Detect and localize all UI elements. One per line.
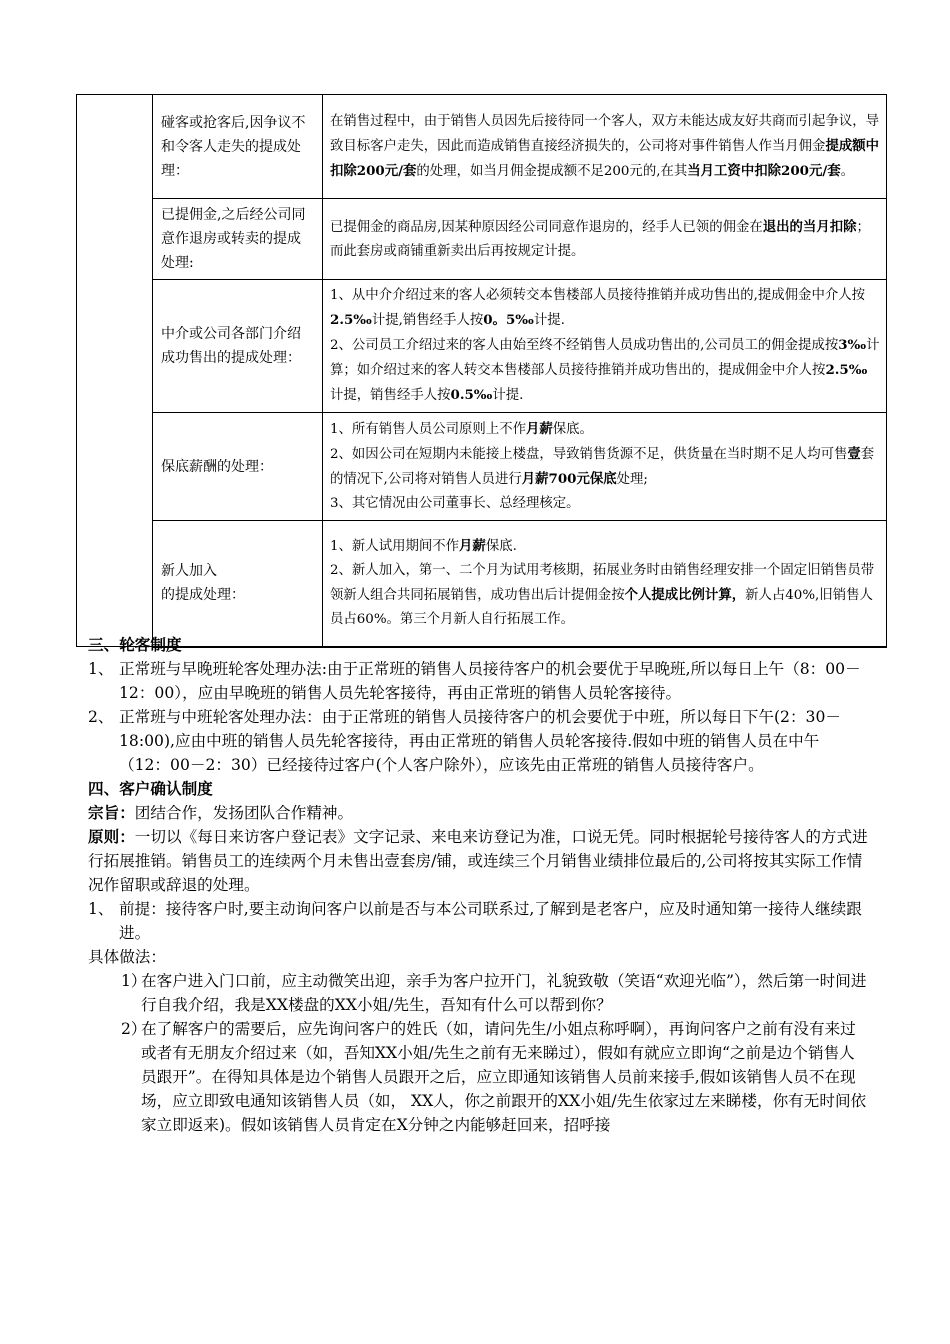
emphasis-text: 2.5‰ (330, 312, 372, 328)
rule-label-cell: 新人加入 的提成处理： (153, 521, 323, 647)
rule-label-cell: 碰客或抢客后,因争议不和令客人走失的提成处理： (153, 95, 323, 199)
principle-text: 一切以《每日来访客户登记表》文字记录、来电来访登记为准，口说无凭。同时根据轮号接待客人的方式进行拓展推销。销售员工的连续两个月未售出壹套房/铺，或连续三个月销售业绩排位最后的,公司将按其实际工作情况作留职或辞退的处理。 (88, 828, 868, 894)
rule-content-cell: 1、从中介介绍过来的客人必须转交本售楼部人员接待推销并成功售出的,提成佣金中介人按2.5‰计提,销售经手人按0。5‰计提. 2、公司员工介绍过来的客人由始至终不经销售人员成功售出的,公司员工的佣金提成按3‰计算；如介绍过来的客人转交本售楼部人员接待推销并成功售出的，提成佣金中介人按2.5‰计提，销售经手人按0.5‰计提. (323, 280, 887, 413)
section3-item-2 (88, 705, 870, 777)
principle-paragraph (88, 825, 870, 897)
step-text: 在了解客户的需要后，应先询问客户的姓氏（如，请问先生/小姐点称呼啊），再询问客户之前有没有来过或者有无朋友介绍过来（如，吾知XX小姐/先生之前有无来睇过），假如有就应立即询“之前是边个销售人员跟开”。在得知具体是边个销售人员跟开之后，应立即通知该销售人员前来接手,假如该销售人员不在现场，应立即致电通知该销售人员（如， XX人，你之前跟开的XX小姐/先生依家过左来睇楼，你有无时间依家立即返来)。假如该销售人员肯定在X分钟之内能够赶回来，招呼接 (141, 1020, 867, 1134)
emphasis-text: 当月工资中扣除200元/套 (687, 162, 841, 179)
step-number: 2） (121, 1020, 147, 1038)
emphasis-text: 3‰ (838, 337, 867, 353)
rule-content-cell: 1、新人试用期间不作月薪保底. 2、新人加入，第一、二个月为试用考核期，拓展业务时由销售经理安排一个固定旧销售员带领新人组合共同拓展销售，成功售出后计提佣金按个人提成比例计算，新人占40%,旧销售人员占60%。第三个月新人自行拓展工作。 (323, 521, 887, 647)
section4-item-1 (88, 897, 870, 945)
item-number: 1、 (88, 660, 114, 678)
emphasis-text: 月薪 (459, 538, 486, 555)
emphasis-text: 2.5‰ (825, 362, 868, 378)
rule-label-cell: 中介或公司各部门介绍成功售出的提成处理： (153, 280, 323, 413)
method-step-2 (88, 1017, 870, 1137)
item-number: 1、 (88, 900, 114, 918)
section3-item-1 (88, 657, 870, 705)
emphasis-text: 月薪700元保底 (521, 471, 617, 487)
section3-heading: 三、轮客制度 (88, 635, 182, 654)
document-body (88, 633, 870, 1137)
category-cell (77, 95, 153, 647)
rule-label-cell: 已提佣金,之后经公司同意作退房或转卖的提成处理: (153, 199, 323, 280)
table-row (77, 413, 887, 521)
principle-label: 原则： (88, 827, 135, 846)
emphasis-text: 个人提成比例计算， (624, 587, 746, 604)
emphasis-text: 月薪 (526, 421, 553, 437)
table-row (77, 280, 887, 413)
table-row (77, 521, 887, 647)
item-number: 2、 (88, 708, 114, 726)
method-step-1 (88, 969, 870, 1017)
method-label: 具体做法： (88, 948, 166, 966)
purpose-text: 团结合作，发扬团队合作精神。 (134, 804, 354, 822)
item-text: 正常班与早晚班轮客处理办法:由于正常班的销售人员接待客户的机会要优于早晚班,所以每日上午（8：00－12：00），应由早晚班的销售人员先轮客接待，再由正常班的销售人员轮客接待。 (119, 660, 861, 702)
emphasis-text: 退出的当月扣除 (762, 218, 857, 235)
step-text: 在客户进入门口前，应主动微笑出迎，亲手为客户拉开门，礼貌致敬（笑语“欢迎光临”），然后第一时间进行自我介绍，我是XX楼盘的XX小姐/先生，吾知有什么可以帮到你？ (141, 972, 867, 1014)
emphasis-text: 壹 (847, 446, 861, 462)
rule-content-cell: 已提佣金的商品房,因某种原因经公司同意作退房的，经手人已领的佣金在退出的当月扣除；而此套房或商铺重新卖出后再按规定计提。 (323, 199, 887, 280)
table-row (77, 95, 887, 199)
rule-content-cell: 在销售过程中，由于销售人员因先后接待同一个客人，双方未能达成友好共商而引起争议，导致目标客户走失，因此而造成销售直接经济损失的，公司将对事件销售人作当月佣金提成额中扣除200元/套的处理，如当月佣金提成额不足200元的,在其当月工资中扣除200元/套。 (323, 95, 887, 199)
rule-label-cell: 保底薪酬的处理： (153, 413, 323, 521)
purpose-line (88, 801, 870, 825)
emphasis-text: 0。5‰ (483, 312, 534, 328)
rule-content-cell: 1、所有销售人员公司原则上不作月薪保底。 2、如因公司在短期内未能接上楼盘，导致销售货源不足，供货量在当时期不足人均可售壹套的情况下,公司将对销售人员进行月薪700元保底处理; 3、其它情况由公司董事长、总经理核定。 (323, 413, 887, 521)
step-number: 1） (121, 972, 147, 990)
emphasis-text: 提成额中扣除200元/套 (330, 137, 880, 179)
table-row (77, 199, 887, 280)
item-text: 正常班与中班轮客处理办法：由于正常班的销售人员接待客户的机会要优于中班，所以每日下午(2：30－18:00),应由中班的销售人员先轮客接待，再由正常班的销售人员轮客接待.假如中班的销售人员在中午（12：00－2：30）已经接待过客户(个人客户除外），应该先由正常班的销售人员接待客户。 (119, 708, 841, 774)
emphasis-text: 0.5‰ (450, 387, 493, 403)
item-text: 前提：接待客户时,要主动询问客户以前是否与本公司联系过,了解到是老客户，应及时通知第一接待人继续跟进。 (119, 900, 862, 942)
purpose-label: 宗旨： (88, 803, 135, 822)
commission-policy-table (76, 94, 887, 648)
section4-heading: 四、客户确认制度 (88, 779, 213, 798)
